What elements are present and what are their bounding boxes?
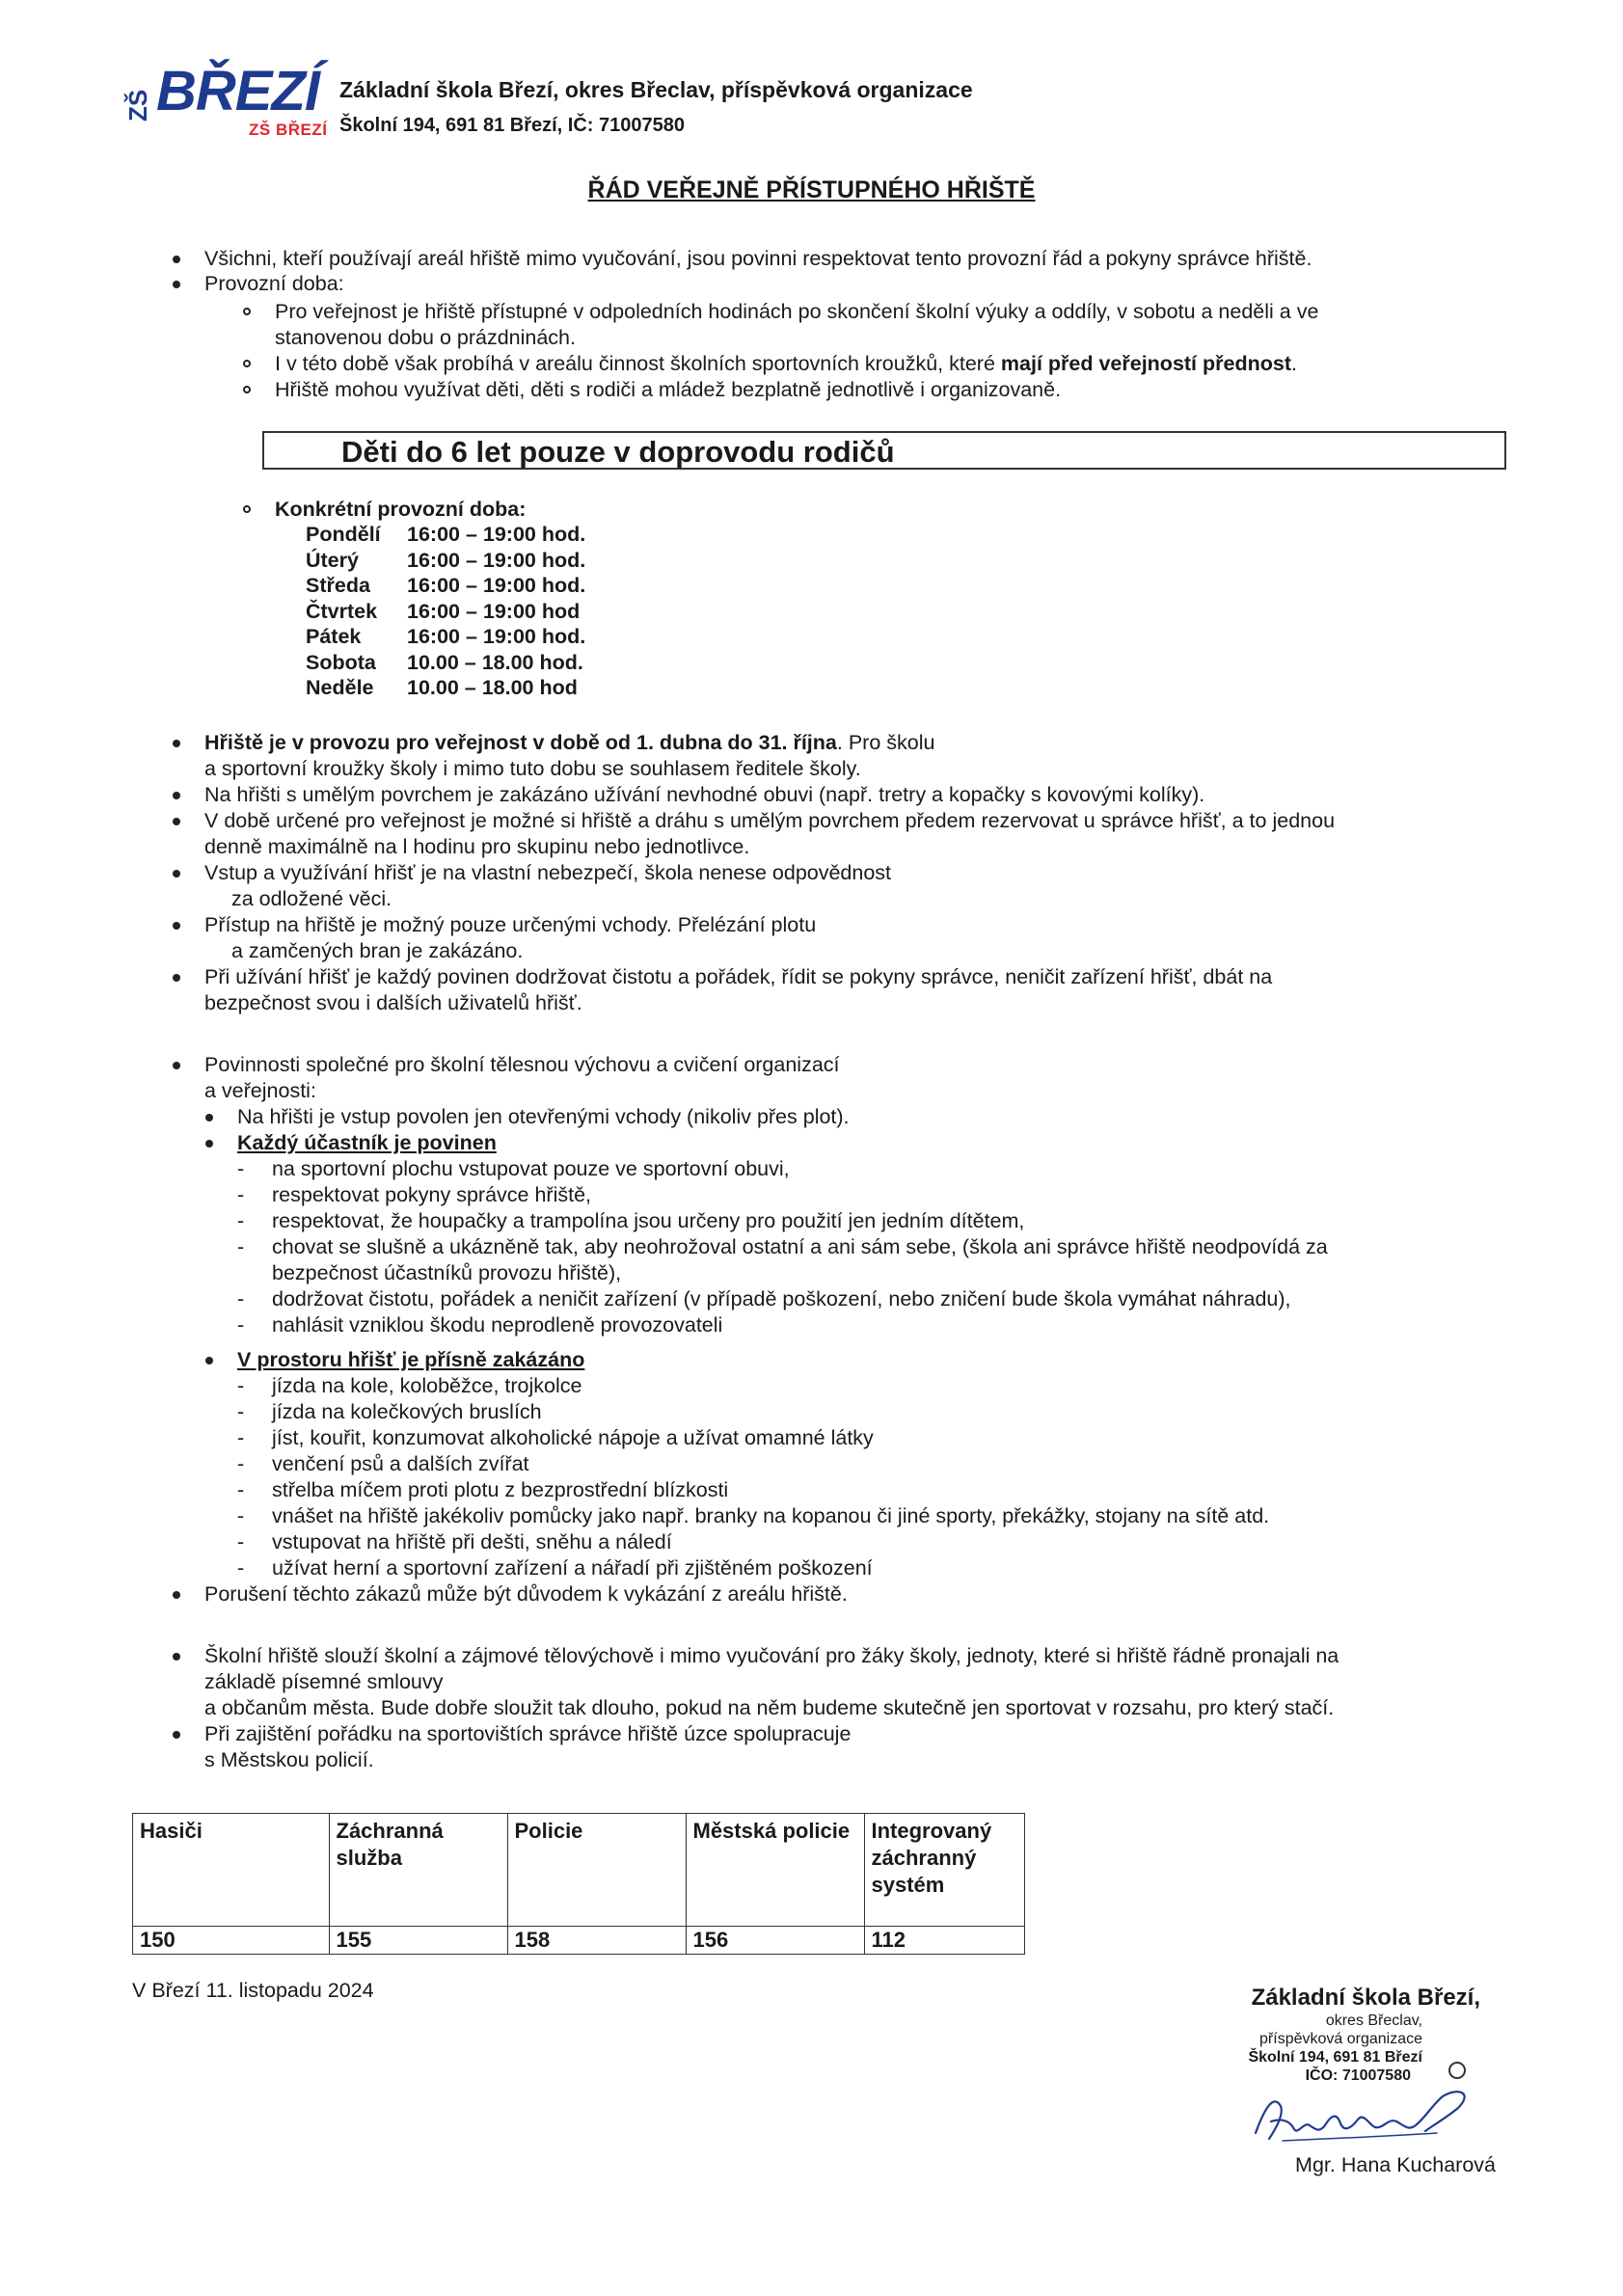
hours-time: 10.00 – 18.00 hod bbox=[407, 676, 578, 699]
closing-usage-line3: a občanům města. Bude dobře sloužit tak dlouho, pokud na něm budeme skutečně jen sportovat v rozsahu, pro který stačí. bbox=[204, 1696, 1335, 1719]
closing-police: Při zajištění pořádku na sportovištích správce hřiště úzce spolupracuje bbox=[204, 1722, 852, 1745]
list-item: - nahlásit vzniklou škodu neprodleně provozovateli bbox=[272, 1312, 1328, 1338]
hours-row bbox=[306, 522, 585, 548]
rule-own-risk-line2: za odložené věci. bbox=[231, 887, 392, 910]
emergency-numbers-table bbox=[132, 1813, 1025, 1955]
hours-time: 16:00 – 19:00 hod. bbox=[407, 625, 586, 648]
forbid-title: V prostoru hřišť je přísně zakázáno bbox=[237, 1348, 585, 1371]
rule-cleanliness: Při užívání hřišť je každý povinen dodržovat čistotu a pořádek, řídit se pokyny správce, neničit zařízení hřišť, dbát na bbox=[204, 965, 1273, 988]
table-header-cell: Hasiči bbox=[133, 1814, 330, 1927]
list-item: - vnášet na hřiště jakékoliv pomůcky jako např. branky na kopanou či jiné sporty, překážky, stojany na sítě atd. bbox=[272, 1503, 1269, 1529]
list-item-continuation: bezpečnost účastníků provozu hřiště), bbox=[272, 1261, 622, 1284]
list-item: - jíst, kouřit, konzumovat alkoholické nápoje a užívat omamné látky bbox=[272, 1425, 1269, 1451]
hours-day: Pondělí bbox=[306, 523, 381, 546]
list-item: - užívat herní a sportovní zařízení a nářadí při zjištěném poškození bbox=[272, 1555, 1269, 1581]
signature-image bbox=[1244, 2083, 1485, 2150]
table-row bbox=[133, 1927, 1025, 1955]
rule-season-line2: a sportovní kroužky školy i mimo tuto dobu se souhlasem ředitele školy. bbox=[204, 757, 861, 780]
stamp-line: příspěvková organizace bbox=[1259, 2031, 1422, 2047]
hours-row bbox=[306, 599, 585, 625]
hours-time: 16:00 – 19:00 hod bbox=[407, 599, 581, 623]
list-item: - střelba míčem proti plotu z bezprostřední blízkosti bbox=[272, 1477, 1269, 1503]
stamp-line: Školní 194, 691 81 Březí bbox=[1248, 2049, 1422, 2066]
children-notice: Děti do 6 let pouze v doprovodu rodičů bbox=[341, 435, 895, 469]
operating-hours-label: Provozní doba: bbox=[204, 272, 344, 295]
table-cell: 112 bbox=[864, 1927, 1025, 1955]
stamp-line: IČO: 71007580 bbox=[1305, 2067, 1411, 2084]
duties-intro: Povinnosti společné pro školní tělesnou výchovu a cvičení organizací bbox=[204, 1053, 840, 1076]
school-name: Základní škola Březí, okres Břeclav, příspěvková organizace bbox=[339, 77, 973, 102]
table-cell: 150 bbox=[133, 1927, 330, 1955]
hours-day: Úterý bbox=[306, 548, 359, 572]
duties-entry: Na hřišti je vstup povolen jen otevřenými vchody (nikoliv přes plot). bbox=[237, 1105, 850, 1128]
public-access-line1: Pro veřejnost je hřiště přístupné v odpoledních hodinách po skončení školní výuky a oddíly, v sobotu a neděli a ve bbox=[275, 300, 1319, 323]
closing-usage: Školní hřiště slouží školní a zájmové tělovýchově i mimo vyučování pro žáky školy, jednoty, které si hřiště řádně pronajali na bbox=[204, 1644, 1339, 1667]
rule-entrances: Přístup na hřiště je možný pouze určenými vchody. Přelézání plotu bbox=[204, 913, 817, 936]
violation-note: Porušení těchto zákazů může být důvodem k vykázání z areálu hřiště. bbox=[204, 1582, 848, 1606]
table-header-cell: Integrovaný záchranný systém bbox=[864, 1814, 1025, 1927]
closing-usage-line2: základě písemné smlouvy bbox=[204, 1670, 444, 1693]
stamp-circle-icon bbox=[1448, 2062, 1466, 2079]
rule-reservation-line2: denně maximálně na l hodinu pro skupinu nebo jednotlivce. bbox=[204, 835, 750, 858]
page-title: ŘÁD VEŘEJNĚ PŘÍSTUPNÉHO HŘIŠTĚ bbox=[587, 176, 1036, 203]
hours-day: Pátek bbox=[306, 625, 362, 648]
must-list bbox=[272, 1156, 1328, 1338]
hours-row bbox=[306, 573, 585, 599]
hours-row bbox=[306, 675, 585, 701]
stamp-name: Základní škola Březí, bbox=[1251, 1985, 1480, 2011]
list-item: - respektovat pokyny správce hřiště, bbox=[272, 1182, 1328, 1208]
hours-time: 16:00 – 19:00 hod. bbox=[407, 523, 586, 546]
table-header-cell: Záchranná služba bbox=[329, 1814, 507, 1927]
list-item: - respektovat, že houpačky a trampolína jsou určeny pro použití jen jedním dítětem, bbox=[272, 1208, 1328, 1234]
hours-row bbox=[306, 548, 585, 574]
rule-cleanliness-line2: bezpečnost svou i dalších uživatelů hřišť. bbox=[204, 991, 582, 1014]
free-use: Hřiště mohou využívat děti, děti s rodiči a mládež bezplatně jednotlivě i organizovaně. bbox=[275, 378, 1062, 401]
hours-time: 16:00 – 19:00 hod. bbox=[407, 574, 586, 597]
table-cell: 158 bbox=[507, 1927, 686, 1955]
rule-season: Hřiště je v provozu pro veřejnost v době od 1. dubna do 31. října. Pro školu bbox=[204, 731, 935, 754]
children-notice-box bbox=[262, 431, 1506, 470]
stamp-line: okres Břeclav, bbox=[1325, 2012, 1422, 2029]
closing-police-line2: s Městskou policií. bbox=[204, 1748, 374, 1771]
place-date: V Březí 11. listopadu 2024 bbox=[132, 1979, 374, 2002]
table-header-row bbox=[133, 1814, 1025, 1927]
duties-intro-line2: a veřejnosti: bbox=[204, 1079, 316, 1102]
hours-day: Sobota bbox=[306, 650, 376, 674]
hours-title: Konkrétní provozní doba: bbox=[275, 498, 527, 521]
list-item: - na sportovní plochu vstupovat pouze ve sportovní obuvi, bbox=[272, 1156, 1328, 1182]
must-title: Každý účastník je povinen bbox=[237, 1131, 497, 1154]
school-stamp bbox=[1152, 1985, 1480, 2085]
hours-row bbox=[306, 624, 585, 650]
list-item: - dodržovat čistotu, pořádek a neničit zařízení (v případě poškození, nebo zničení bude škola vymáhat náhradu), bbox=[272, 1286, 1328, 1312]
rule-own-risk: Vstup a využívání hřišť je na vlastní nebezpečí, škola nenese odpovědnost bbox=[204, 861, 892, 884]
hours-row bbox=[306, 650, 585, 676]
school-logo: BŘEZÍ bbox=[156, 60, 319, 122]
hours-time: 10.00 – 18.00 hod. bbox=[407, 650, 583, 674]
forbid-list bbox=[272, 1373, 1269, 1581]
list-item: - chovat se slušně a ukázněně tak, aby neohrožoval ostatní a ani sám sebe, (škola ani správce hřiště neodpovídá za bbox=[272, 1234, 1328, 1260]
clubs-priority: I v této době však probíhá v areálu činnost školních sportovních kroužků, které mají před veřejností přednost. bbox=[275, 352, 1297, 375]
school-address: Školní 194, 691 81 Březí, IČ: 71007580 bbox=[339, 115, 685, 136]
list-item: - venčení psů a dalších zvířat bbox=[272, 1451, 1269, 1477]
hours-list bbox=[306, 522, 585, 701]
hours-day: Středa bbox=[306, 574, 370, 597]
rule-entrances-line2: a zamčených bran je zakázáno. bbox=[231, 939, 524, 962]
list-item: - jízda na kole, koloběžce, trojkolce bbox=[272, 1373, 1269, 1399]
logo-subtitle: ZŠ BŘEZÍ bbox=[249, 121, 328, 139]
intro-paragraph: Všichni, kteří používají areál hřiště mimo vyučování, jsou povinni respektovat tento provozní řád a pokyny správce hřiště. bbox=[204, 247, 1312, 270]
hours-day: Čtvrtek bbox=[306, 599, 378, 623]
list-item: - vstupovat na hřiště při dešti, sněhu a náledí bbox=[272, 1529, 1269, 1555]
logo-side-text: ZŠ bbox=[123, 89, 152, 122]
table-cell: 155 bbox=[329, 1927, 507, 1955]
hours-time: 16:00 – 19:00 hod. bbox=[407, 548, 586, 572]
public-access-line2: stanovenou dobu o prázdninách. bbox=[275, 326, 576, 349]
rule-reservation: V době určené pro veřejnost je možné si hřiště a dráhu s umělým povrchem předem rezervovat u správce hřišť, a to jednou bbox=[204, 809, 1336, 832]
table-header-cell: Policie bbox=[507, 1814, 686, 1927]
table-header-cell: Městská policie bbox=[686, 1814, 864, 1927]
table-cell: 156 bbox=[686, 1927, 864, 1955]
rule-footwear: Na hřišti s umělým povrchem je zakázáno užívání nevhodné obuvi (např. tretry a kopačky s kovovými kolíky). bbox=[204, 783, 1205, 806]
list-item: - jízda na kolečkových bruslích bbox=[272, 1399, 1269, 1425]
hours-day: Neděle bbox=[306, 676, 374, 699]
signer-name: Mgr. Hana Kucharová bbox=[1295, 2153, 1496, 2176]
